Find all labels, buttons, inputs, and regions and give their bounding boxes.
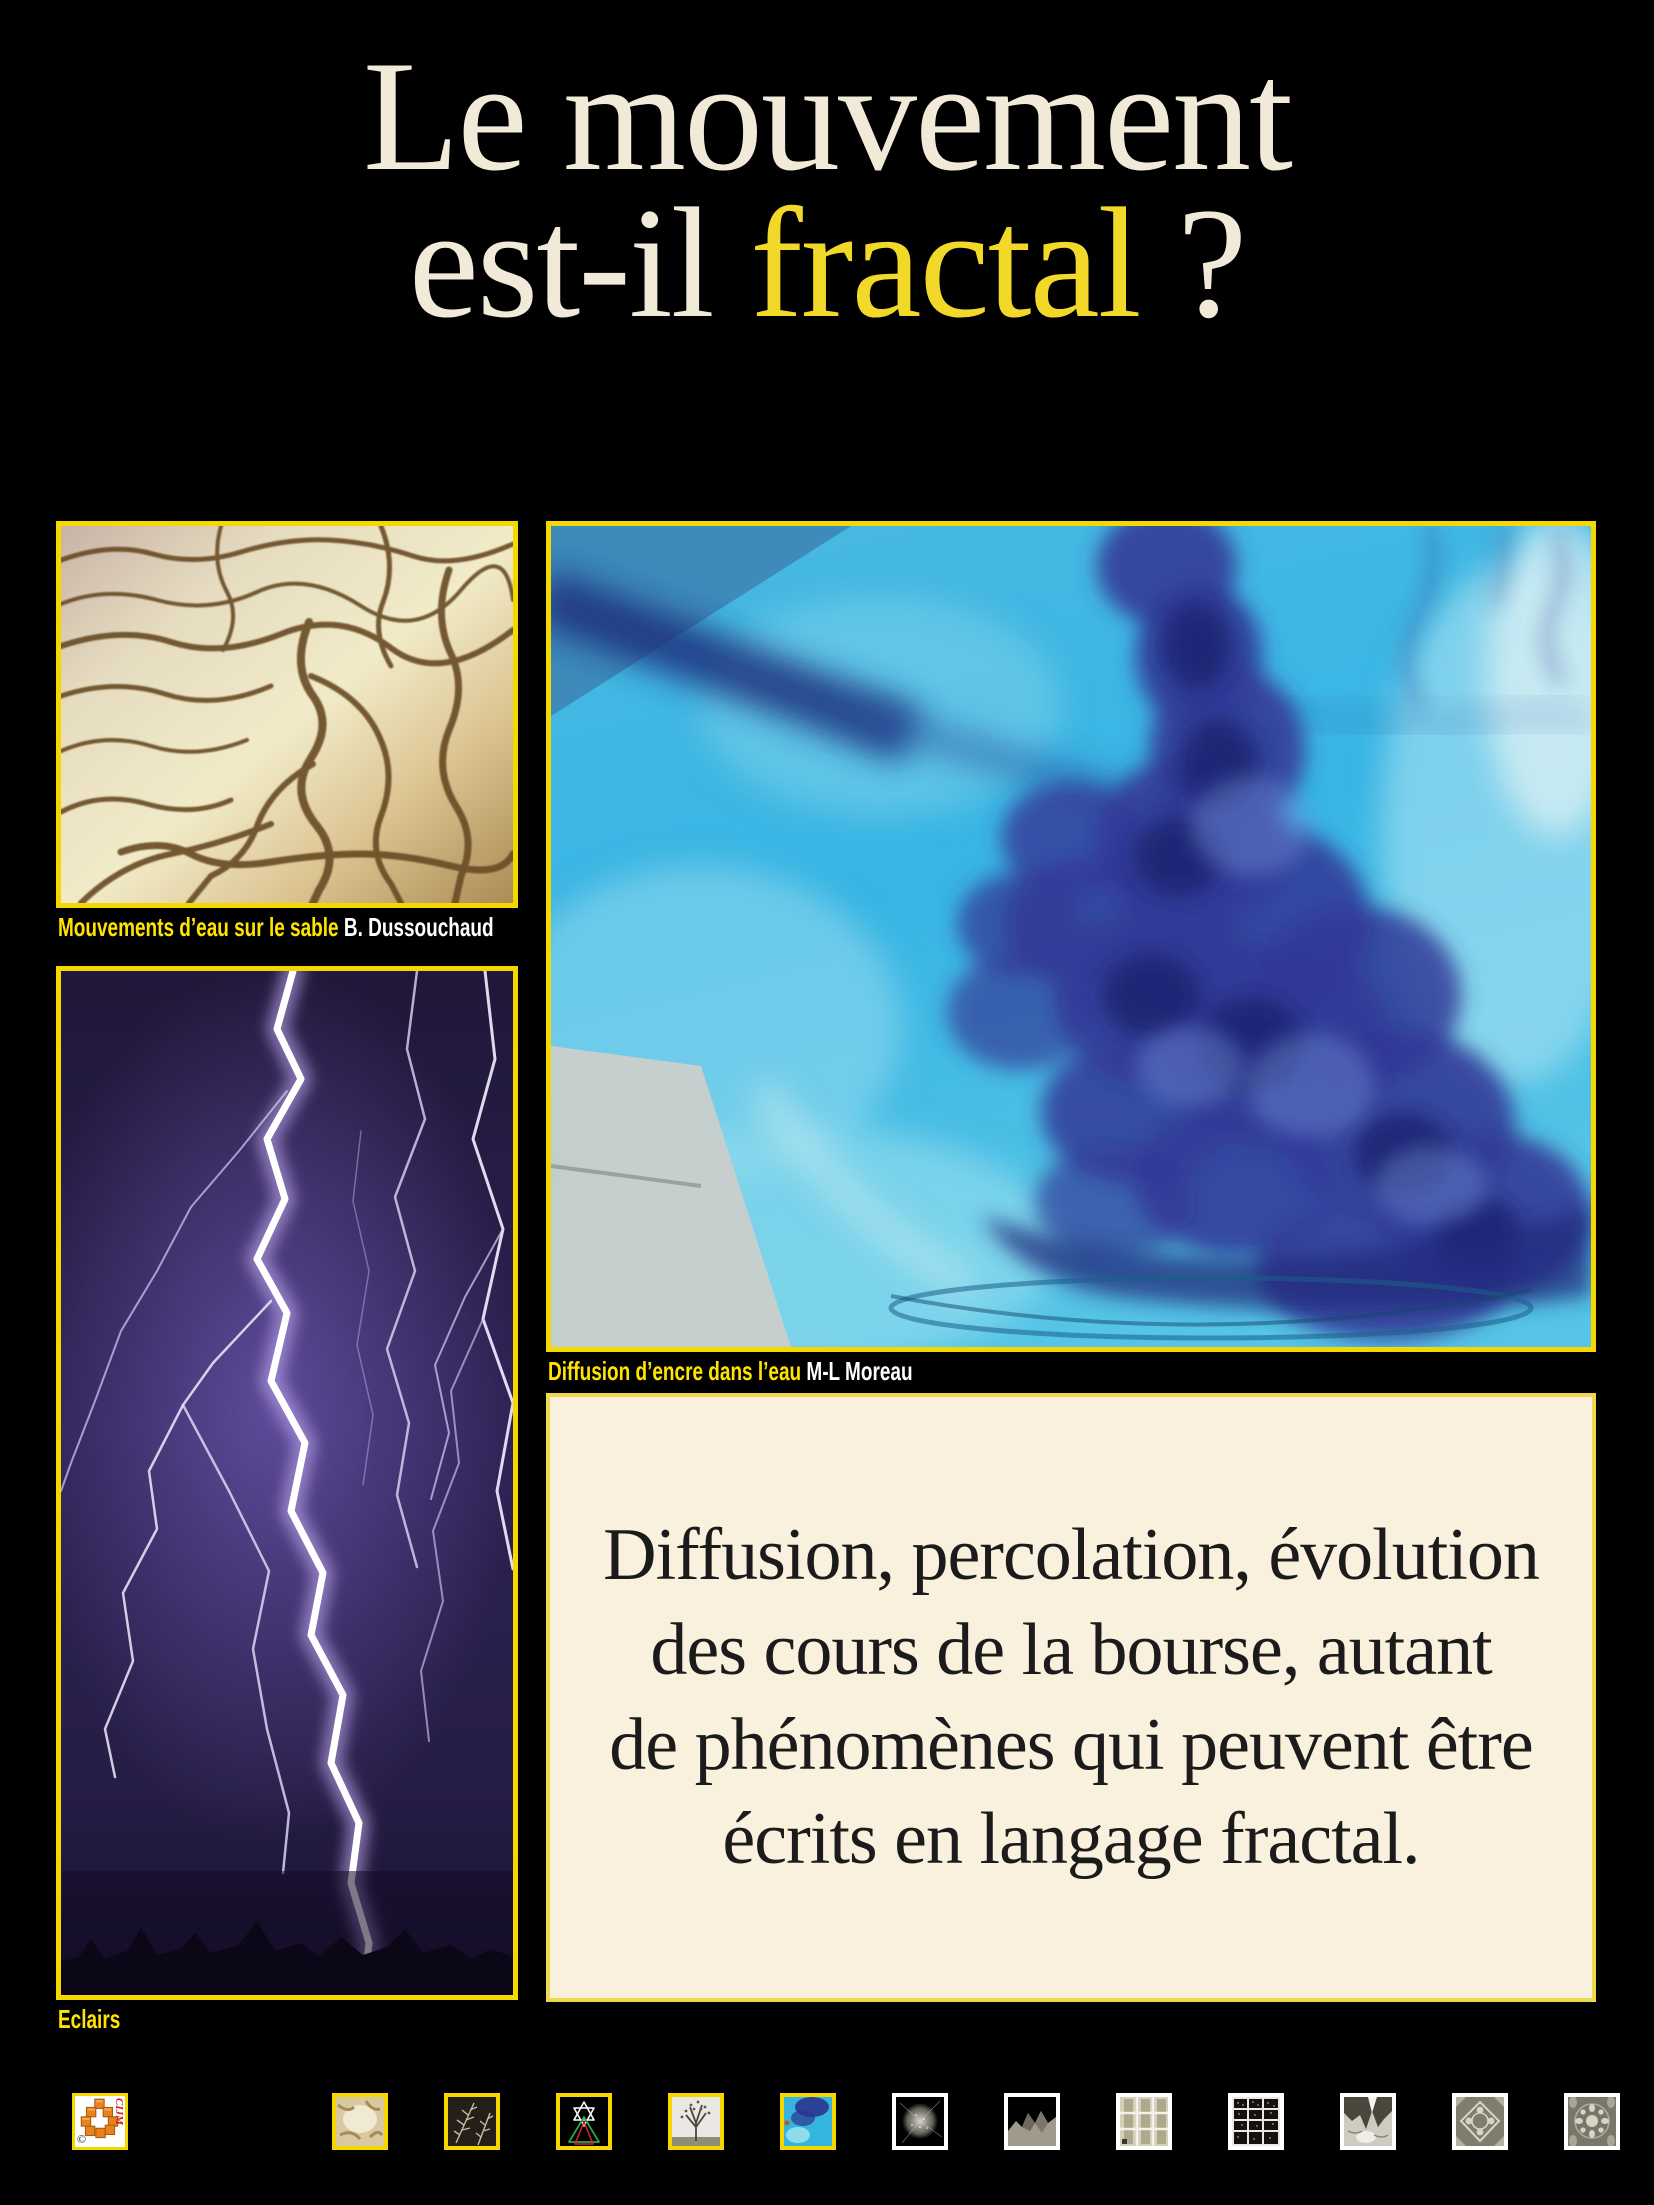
ink-caption-credit: M-L Moreau	[806, 1356, 913, 1386]
dla-thumb-art	[896, 2097, 944, 2146]
kaleidoscope-diamond-art	[1456, 2097, 1504, 2146]
lightning-photo	[56, 966, 518, 2000]
grid-dark-thumb	[1228, 2093, 1284, 2150]
tree-thumb-art	[672, 2097, 720, 2146]
lightning-caption	[58, 2004, 120, 2035]
title-line-1: Le mouvement	[362, 29, 1292, 204]
grid-light-thumb-art	[1120, 2097, 1168, 2146]
cijm-letters: CIJM	[113, 2098, 125, 2125]
sand-thumb-art	[336, 2097, 384, 2146]
cijm-logo	[72, 2093, 128, 2150]
sand-photo-thumb	[332, 2093, 388, 2150]
koch-snowflake-thumb	[556, 2093, 612, 2150]
mountain-relief-thumb	[1004, 2093, 1060, 2150]
summary-textbox	[546, 1393, 1596, 2002]
canyon-thumb-art	[1344, 2097, 1392, 2146]
mountain-thumb-art	[1008, 2097, 1056, 2146]
fern-thumb-art	[448, 2097, 496, 2146]
dla-cluster-thumb	[892, 2093, 948, 2150]
summary-line: des cours de la bourse, autant	[650, 1608, 1492, 1691]
fractal-highlight: fractal	[750, 175, 1140, 351]
sand-caption-credit: B. Dussouchaud	[343, 912, 494, 942]
grid-light-thumb	[1116, 2093, 1172, 2150]
sand-caption-label: Mouvements d’eau sur le sable	[58, 912, 339, 942]
poster-title	[0, 29, 1654, 351]
ink-thumb-art	[784, 2097, 832, 2146]
ink-photo-thumb	[780, 2093, 836, 2150]
sand-photo	[56, 521, 518, 908]
summary-line: de phénomènes qui peuvent être	[609, 1703, 1533, 1786]
kaleidoscope-diamond-thumb	[1452, 2093, 1508, 2150]
ink-photo	[546, 521, 1596, 1352]
grid-dark-thumb-art	[1232, 2097, 1280, 2146]
tree-photo-thumb	[668, 2093, 724, 2150]
lightning-photo-art	[61, 971, 513, 1995]
ink-caption	[548, 1356, 913, 1387]
summary-line: écrits en langage fractal.	[722, 1798, 1420, 1881]
copyright-mark: ©	[77, 2132, 87, 2146]
kaleidoscope-round-art	[1568, 2097, 1616, 2146]
title-line-2: est-il fractal ?	[408, 175, 1246, 351]
canyon-texture-thumb	[1340, 2093, 1396, 2150]
kaleidoscope-round-thumb	[1564, 2093, 1620, 2150]
ink-caption-label: Diffusion d’encre dans l’eau	[548, 1356, 802, 1386]
summary-line: Diffusion, percolation, évolution	[603, 1514, 1539, 1597]
lightning-caption-label: Eclairs	[58, 2004, 121, 2034]
koch-thumb-art	[560, 2097, 608, 2146]
sand-photo-art	[61, 526, 513, 903]
ink-photo-art	[551, 526, 1591, 1347]
fern-photo-thumb	[444, 2093, 500, 2150]
sand-caption	[58, 912, 494, 943]
